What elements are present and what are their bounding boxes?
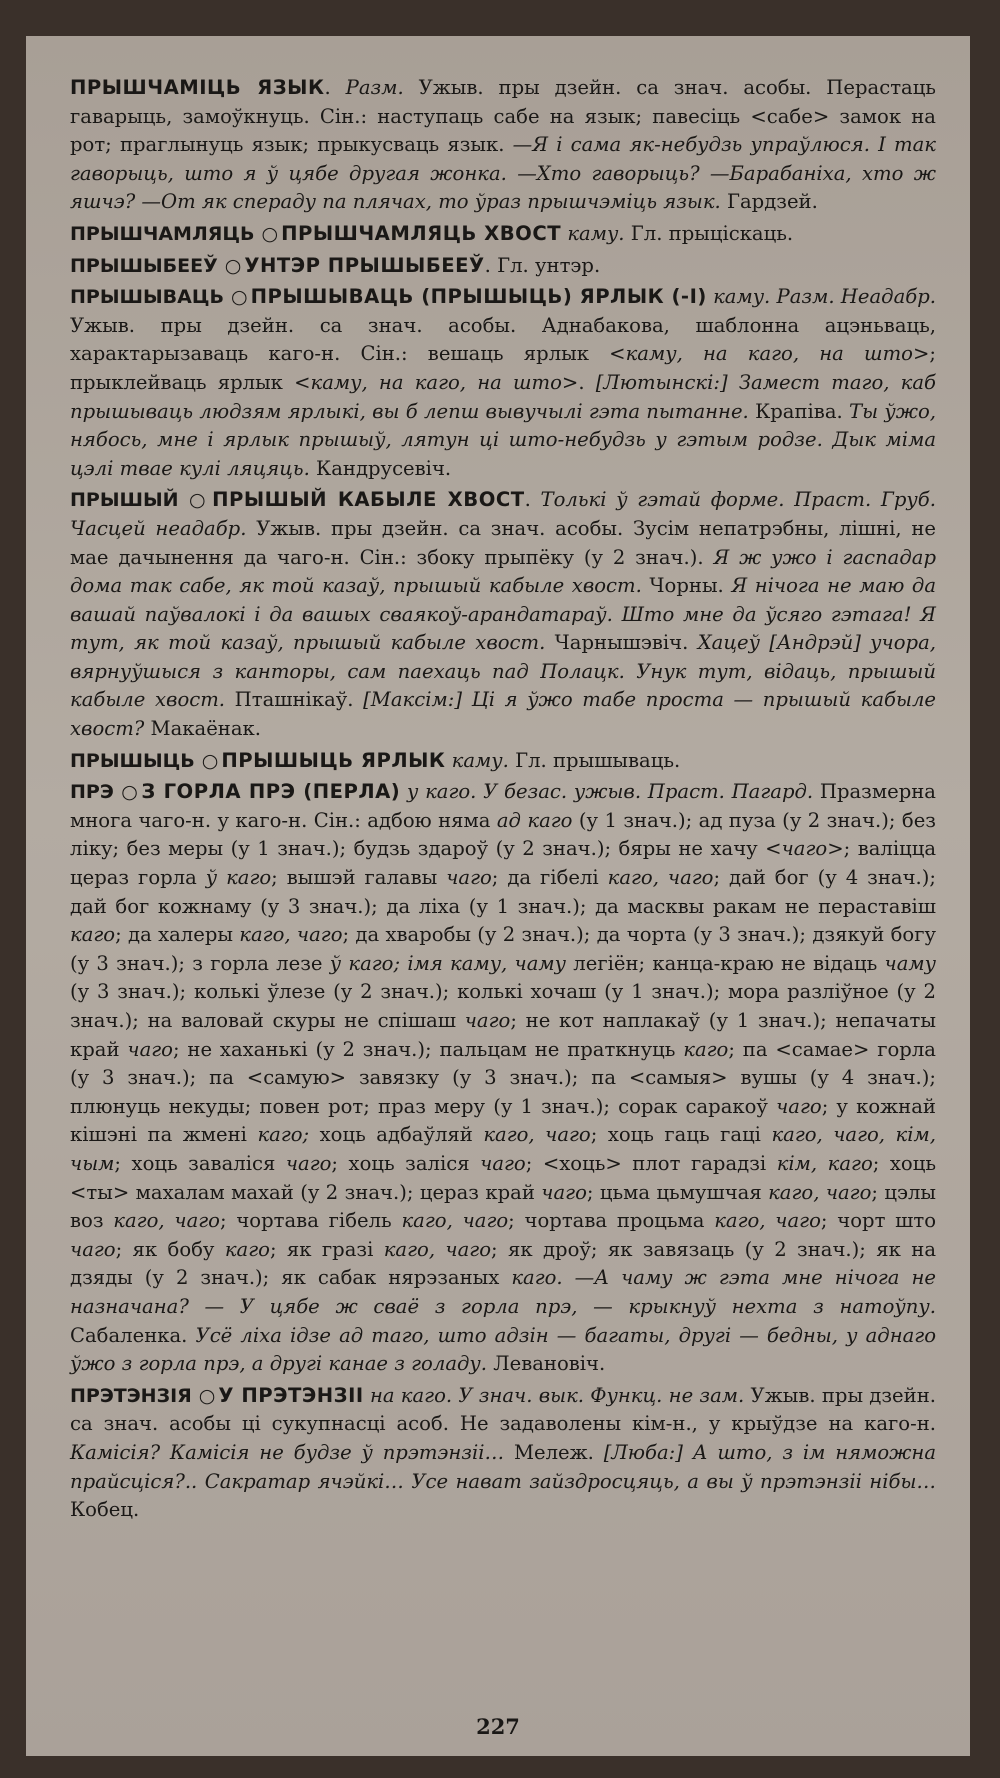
text-segment: Пташнікаў. [225,688,364,712]
entry-text [70,778,936,1378]
text-segment: Чарнышэвіч. [545,631,698,655]
text-segment: Сабаленка. [70,1323,196,1347]
entry-text [70,252,936,281]
entry-headword: ПРЫШЧАМЛЯЦЬ [70,222,255,245]
dictionary-entry [70,220,936,249]
entry-phrase: УНТЭР ПРЫШЫБЕЕЎ [244,253,485,277]
entry-headword: ПРЫШЫЙ [70,489,179,512]
text-segment: ; па <самае> горла (у 3 знач.); па <самую> завязку (у 3 знач.); па <самыя> вушы (у 4 знач.); плюнуць некуды; повен рот; праз меру (у 1 знач.); сорак саракоў [70,1037,936,1118]
text-segment: Ужыв. пры дзейн. са знач. асобы. Зусім непатрэбны, лішні, не мае дачынення да чаго-н. Сін.: збоку прыпёку (у 2 знач.). [70,516,936,569]
italic-segment: Толькі ў гэтай форме. Праст. Груб. Часцей неадабр. [70,488,936,540]
italic-segment: чаго [285,1151,332,1175]
italic-segment: каго. —А чаму ж гэта мне нічога не назначана? — У цябе ж сваё з горла прэ, — крыкнуў нехта з натоўпу. [70,1266,936,1318]
circle-marker-icon: ○ [198,1384,216,1407]
entry-text [70,1382,936,1525]
italic-segment: Ты ўжо, нябось, мне і ярлык прышыў, лятун ці што-небудзь у гэтым родзе. Дык міма цэлі твае кулі ляцяць. [70,399,936,480]
text-segment: >; валіцца цераз горла [70,837,937,890]
entries-list [70,74,936,1525]
italic-segment: каго, чаго [768,1180,872,1204]
text-segment: ; хоць <ты> махалам махай (у 2 знач.); цераз край [70,1151,936,1204]
entry-headword: ПРЫШЫБЕЕЎ [70,254,218,277]
text-segment: ; да хваробы (у 2 знач.); да чорта (у 3 знач.); дзякуй богу (у 3 знач.); з горла лезе [70,923,936,975]
circle-marker-icon: ○ [261,222,279,245]
italic-segment: каго [70,923,116,947]
italic-segment: каго, чаго [113,1209,220,1233]
entry-phrase: ПРЫШЫЦЬ ЯРЛЫК [221,748,446,772]
text-segment: Кобец. [70,1498,140,1522]
italic-segment: кім, каго [776,1151,873,1175]
text-segment: ; дай бог (у 4 знач.); дай бог кожнаму (у 3 знач.); да ліха (у 1 знач.); да масквы ракам не пераставіш [70,866,937,918]
text-segment: Мележ. [504,1440,604,1464]
dictionary-entry [70,74,936,217]
entry-text [70,486,936,743]
text-segment: Чорны. [641,574,732,598]
italic-segment: чаго [480,1151,526,1175]
dictionary-entry [70,486,936,743]
text-segment: Ужыв. пры дзейн. са знач. асобы. Аднабакова, шаблонна ацэньваць, характарызаваць каго-н. Сін.: вешаць ярлык < [70,313,936,366]
entry-phrase: У ПРЭТЭНЗІІ [218,1383,364,1407]
dictionary-entry [70,252,936,281]
dictionary-entry [70,283,936,483]
text-segment: ; як бобу [115,1237,225,1261]
entry-phrase: ПРЫШЫЙ КАБЫЛЕ ХВОСТ [212,488,525,512]
italic-segment: каму. Разм. Неадабр. [713,285,936,309]
italic-segment: каго, чаго, кім, чым [70,1123,936,1175]
italic-segment: Я нічога не маю да вашай паўвалокі і да вашых сваякоў-арандатараў. Што мне да ўсяго гэтага! Я тут, як той казаў, прышый кабыле хвост. [70,574,937,655]
italic-segment: каго, чаго [607,866,714,890]
text-segment: Макаёнак. [144,717,262,741]
italic-segment: каго [683,1037,729,1061]
text-segment: ; хоць гаць гаці [590,1123,772,1147]
text-segment: ; не хаханькі (у 2 знач.); пальцам не праткнуць [172,1037,684,1061]
italic-segment: у каго. У безас. ужыв. Праст. Пагард. [407,780,814,804]
text-segment: ; да гібелі [491,866,608,890]
circle-marker-icon: ○ [230,286,248,309]
text-segment: . [524,488,541,512]
italic-segment: каму, на каго, на што [625,342,913,366]
italic-segment: каго, чаго [714,1209,821,1233]
italic-segment: Хацеў [Андрэй] учора, вярнуўшыся з канторы, сам паехаць пад Полацк. Унук тут, відаць, прышый кабыле хвост. [70,631,936,712]
italic-segment: чаго [541,1180,587,1204]
italic-segment: чаго [781,837,828,861]
italic-segment: Разм. [345,76,404,99]
text-segment: . [324,76,346,99]
italic-segment: каго, чаго [401,1209,509,1233]
text-segment: Празмерна многа чаго-н. у каго-н. Сін.: адбою няма [70,780,936,832]
italic-segment: каму. [451,748,509,772]
italic-segment: чаму [884,951,937,975]
dictionary-entry [70,778,936,1378]
italic-segment: ад каго [496,808,573,832]
italic-segment: Камісія? Камісія не будзе ў прэтэнзіі… [70,1440,505,1464]
italic-segment: каго [224,1237,270,1261]
text-segment: (у 3 знач.); колькі ўлезе (у 2 знач.); колькі хочаш (у 1 знач.); мора разліўное (у 2 знач.); на валовай скуры не спішаш [70,980,936,1032]
text-segment: ; чорт што [820,1209,937,1233]
text-segment: Крапіва. [748,399,850,423]
italic-segment: чаго [127,1037,173,1061]
entry-headword: ПРЫШЫВАЦЬ [70,286,224,309]
text-segment: ; як дроў; як завязаць (у 2 знач.); як на дзяды (у 2 знач.); як сабак нярэзаных [70,1237,936,1290]
entry-text [70,747,936,776]
circle-marker-icon: ○ [201,749,219,772]
text-segment: ; як гразі [269,1237,384,1261]
entry-phrase: ПРЫШЧАМЛЯЦЬ ХВОСТ [281,221,562,245]
text-segment: . Гл. унтэр. [484,253,601,277]
entry-text [70,220,936,249]
italic-segment: на каго. У знач. вык. Функц. не зам. [369,1383,745,1407]
italic-segment: каму, на каго, на што [310,370,562,394]
text-segment [400,780,407,803]
italic-segment: [Максім:] Ці я ўжо табе проста — прышый кабыле хвост? [70,688,937,741]
text-segment: ; цэлы воз [70,1180,937,1233]
text-segment: Гардзей. [720,190,818,214]
italic-segment: каму. [567,221,625,245]
text-segment: ; вышэй галавы [271,866,447,890]
text-segment: ; <хоць> плот гарадзі [525,1151,777,1175]
circle-marker-icon: ○ [224,254,242,277]
entry-headword: ПРЫШЫЦЬ [70,749,195,772]
text-segment: >. [561,370,596,394]
italic-segment: —Я і сама як-небудзь упраўлюся. І так гаворыць, што я ў цябе другая жонка. —Хто гаворыць? —Барабаніха, хто ж яшчэ? —От як спераду па плячах, то ўраз прышчэміць язык. [70,133,936,214]
entry-headword: ПРЭТЭНЗІЯ [70,1384,192,1407]
text-segment: хоць адбаўляй [309,1123,484,1147]
text-segment: Левановіч. [487,1352,606,1376]
text-segment: ; да халеры [115,923,240,947]
text-segment: ; не кот наплакаў (у 1 знач.); непачаты край [70,1009,936,1061]
entry-phrase: ПРЫШЫВАЦЬ (ПРЫШЫЦЬ) ЯРЛЫК (-І) [250,285,707,309]
entry-phrase: ПРЫШЧАМІЦЬ ЯЗЫК [70,76,325,99]
italic-segment: Я ж ужо і гаспадар дома так сабе, як той казаў, прышый кабыле хвост. [70,545,937,598]
entry-phrase: З ГОРЛА ПРЭ (ПЕРЛА) [141,780,401,804]
circle-marker-icon: ○ [120,781,139,804]
text-segment: ; чортава гібель [219,1209,402,1233]
text-segment: ; цьма цьмушчая [586,1180,769,1204]
text-segment: (у 1 знач.); ад пуза (у 2 знач.); без ліку; без меры (у 1 знач.); будзь здароў (у 2 знач.); бяры не хачу < [70,808,936,861]
circle-marker-icon: ○ [185,489,210,512]
italic-segment: [Лютынскі:] Замест таго, каб прышываць людзям ярлыкі, вы б лепш вывучылі гэта пытанне. [70,370,937,423]
text-segment: ; у кожнай кішэні па жмені [70,1094,936,1147]
text-segment: Гл. прышываць. [508,748,681,772]
italic-segment: чаго [776,1094,822,1118]
italic-segment: чаго [70,1237,116,1261]
italic-segment: каго, чаго [383,1237,491,1261]
text-segment: Гл. прыціскаць. [624,221,794,245]
entry-headword: ПРЭ [70,781,114,804]
text-segment: ; хоць заваліся [114,1151,286,1175]
dictionary-entry [70,747,936,776]
text-segment: ; чортава процьма [508,1209,715,1233]
dictionary-page [26,36,970,1756]
text-segment: Ужыв. пры дзейн. са знач. асобы ці сукупнасці асоб. Не задаволены кім-н., у крыўдзе на каго-н. [70,1383,936,1436]
italic-segment: каго, чаго [239,923,343,947]
italic-segment: чаго [446,866,492,890]
text-segment: >; прыклейваць ярлык < [70,342,937,394]
italic-segment: ў каго; імя каму, чаму [329,951,567,975]
entry-text [70,283,936,483]
italic-segment: каго; [257,1123,310,1147]
italic-segment: чаго [464,1009,511,1032]
text-segment: Ужыв. пры дзейн. са знач. асобы. Перастаць гаварыць, замоўкнуць. Сін.: наступаць сабе на язык; павесіць <сабе> замок на рот; праглынуць язык; прыкусваць язык. [70,76,936,157]
dictionary-entry [70,1382,936,1525]
italic-segment: ў каго [205,866,272,890]
page-number: 227 [476,1714,520,1740]
text-segment: легіён; канца-краю не відаць [566,951,885,975]
italic-segment: Усё ліха ідзе ад таго, што адзін — багаты, другі — бедны, у аднаго ўжо з горла прэ, а другі канае з голаду. [70,1323,936,1376]
entry-text [70,74,936,217]
italic-segment: каго, чаго [483,1123,591,1147]
text-segment: ; хоць заліся [331,1151,481,1175]
italic-segment: [Люба:] А што, з ім няможна прайсціся?.. Сакратар ячэйкі… Усе нават зайздросцяць, а вы ў прэтэнзіі нібы… [70,1440,936,1493]
text-segment: Кандрусевіч. [309,456,452,480]
